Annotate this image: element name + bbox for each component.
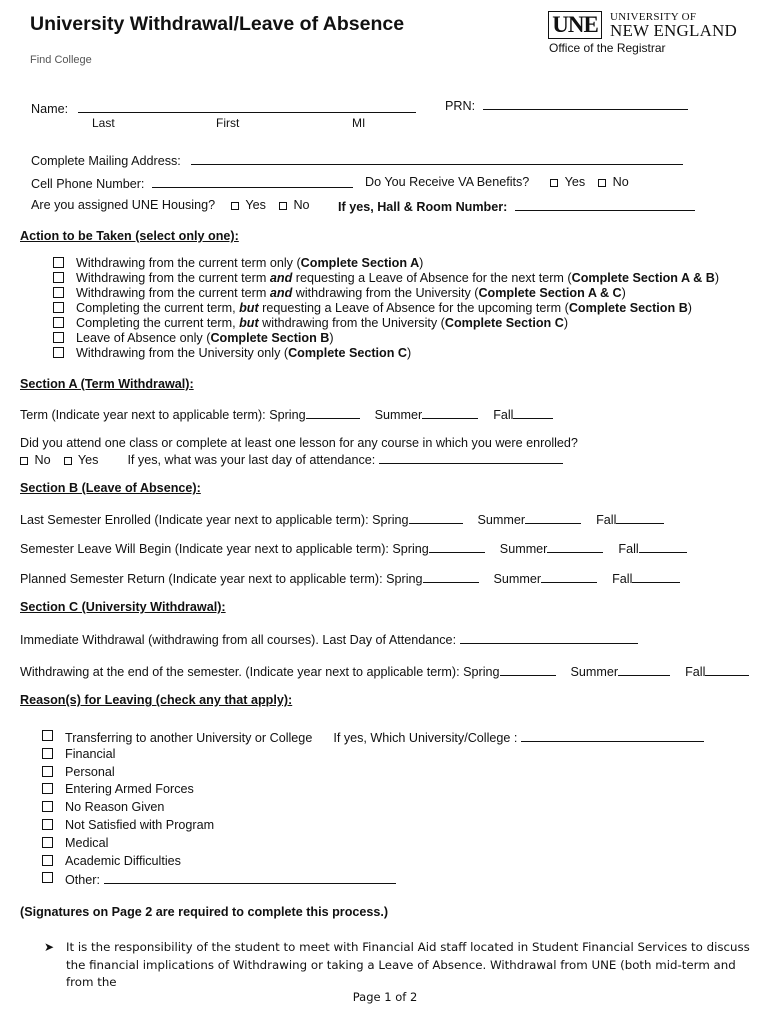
spring-field[interactable] bbox=[423, 570, 479, 583]
reason-item bbox=[42, 800, 704, 818]
reason-checkbox[interactable] bbox=[42, 783, 53, 794]
action-checkbox[interactable] bbox=[53, 347, 64, 358]
reason-label: Academic Difficulties bbox=[65, 853, 181, 868]
reason-item bbox=[42, 747, 704, 765]
attend-no-checkbox[interactable] bbox=[20, 457, 28, 465]
reason-checkbox[interactable] bbox=[42, 766, 53, 777]
attend-no-label: No bbox=[34, 453, 51, 467]
summer-label: Summer bbox=[374, 408, 423, 422]
last-day-label: If yes, what was your last day of attendance: bbox=[127, 453, 376, 467]
spring-field[interactable] bbox=[500, 663, 556, 676]
immediate-row bbox=[20, 631, 638, 647]
action-checkbox[interactable] bbox=[53, 332, 64, 343]
va-yes-label: Yes bbox=[564, 175, 586, 189]
spring-label: Spring bbox=[372, 513, 409, 527]
fall-label: Fall bbox=[596, 513, 617, 527]
action-list bbox=[53, 256, 719, 361]
mailing-row bbox=[31, 152, 683, 168]
summer-label: Summer bbox=[477, 513, 526, 527]
name-first-label: First bbox=[216, 116, 240, 130]
reason-label: Entering Armed Forces bbox=[65, 782, 194, 797]
transfer-which-field[interactable] bbox=[521, 729, 704, 742]
section-a-heading: Section A (Term Withdrawal): bbox=[20, 377, 194, 391]
reasons-heading: Reason(s) for Leaving (check any that apply): bbox=[20, 693, 293, 707]
reason-item bbox=[42, 765, 704, 783]
term-label: Term (Indicate year next to applicable term): bbox=[20, 408, 266, 422]
return-label: Planned Semester Return (Indicate year next to applicable term): bbox=[20, 572, 383, 586]
reason-list bbox=[42, 729, 704, 889]
summer-field[interactable] bbox=[547, 540, 603, 553]
housing-yes-label: Yes bbox=[245, 198, 266, 212]
fall-field[interactable] bbox=[616, 511, 664, 524]
action-text: Completing the current term, but withdrawing from the University (Complete Section C) bbox=[76, 316, 569, 330]
housing-no-checkbox[interactable] bbox=[279, 202, 287, 210]
housing-label: Are you assigned UNE Housing? bbox=[31, 198, 216, 212]
hall-label: If yes, Hall & Room Number: bbox=[338, 200, 508, 214]
action-item bbox=[53, 286, 719, 301]
other-reason-field[interactable] bbox=[104, 871, 396, 884]
attend-yes-label: Yes bbox=[77, 453, 99, 467]
name-last-label: Last bbox=[92, 116, 115, 130]
va-no-checkbox[interactable] bbox=[598, 179, 606, 187]
summer-field[interactable] bbox=[541, 570, 597, 583]
last-day-field[interactable] bbox=[379, 451, 563, 464]
reason-item bbox=[42, 836, 704, 854]
action-text: Withdrawing from the current term and withdrawing from the University (Complete Section A & C) bbox=[76, 286, 626, 300]
reason-item bbox=[42, 782, 704, 800]
reason-checkbox[interactable] bbox=[42, 730, 53, 741]
cell-field[interactable] bbox=[152, 175, 353, 188]
action-text: Withdrawing from the University only (Complete Section C) bbox=[76, 346, 412, 360]
reason-checkbox[interactable] bbox=[42, 855, 53, 866]
action-text: Withdrawing from the current term only (Complete Section A) bbox=[76, 256, 424, 270]
action-checkbox[interactable] bbox=[53, 257, 64, 268]
logo-line-2: NEW ENGLAND bbox=[610, 21, 738, 40]
action-item bbox=[53, 331, 719, 346]
name-label: Name: bbox=[31, 102, 69, 116]
fall-label: Fall bbox=[685, 665, 706, 679]
planned-return-row bbox=[20, 570, 680, 586]
spring-field[interactable] bbox=[429, 540, 485, 553]
mailing-label: Complete Mailing Address: bbox=[31, 154, 181, 168]
fall-label: Fall bbox=[618, 542, 639, 556]
logo-mark: UNE bbox=[548, 11, 602, 39]
reason-item bbox=[42, 729, 704, 747]
action-heading: Action to be Taken (select only one): bbox=[20, 229, 239, 243]
logo-line-1: UNIVERSITY OF bbox=[610, 11, 697, 23]
signature-note: (Signatures on Page 2 are required to complete this process.) bbox=[20, 905, 389, 919]
summer-label: Summer bbox=[570, 665, 619, 679]
office-of-registrar: Office of the Registrar bbox=[549, 41, 666, 55]
fall-field[interactable] bbox=[632, 570, 680, 583]
fall-label: Fall bbox=[493, 408, 514, 422]
spring-field[interactable] bbox=[306, 406, 360, 419]
prn-label: PRN: bbox=[445, 99, 476, 113]
reason-item bbox=[42, 854, 704, 872]
action-checkbox[interactable] bbox=[53, 272, 64, 283]
hall-field[interactable] bbox=[515, 198, 695, 211]
va-label: Do You Receive VA Benefits? bbox=[365, 175, 530, 189]
action-item bbox=[53, 346, 719, 361]
reason-label: No Reason Given bbox=[65, 800, 165, 815]
end-semester-label: Withdrawing at the end of the semester. (Indicate year next to applicable term): bbox=[20, 665, 460, 679]
summer-label: Summer bbox=[493, 572, 542, 586]
action-checkbox[interactable] bbox=[53, 287, 64, 298]
reason-checkbox[interactable] bbox=[42, 819, 53, 830]
spring-label: Spring bbox=[463, 665, 500, 679]
financial-aid-paragraph: It is the responsibility of the student to meet with Financial Aid staff located in Student Financial Services to discuss the financial implications of Withdrawing or taking a Leave of Absence. Withdrawal from UNE (both mid-term and from the bbox=[66, 940, 750, 989]
reason-label: Other: bbox=[65, 873, 100, 888]
transfer-which-label: If yes, Which University/College : bbox=[333, 731, 518, 745]
name-row bbox=[31, 100, 416, 116]
housing-row bbox=[31, 198, 310, 212]
summer-field[interactable] bbox=[422, 406, 478, 419]
last-attendance-field[interactable] bbox=[460, 631, 638, 644]
page-number: Page 1 of 2 bbox=[352, 990, 418, 1004]
reason-label: Not Satisfied with Program bbox=[65, 817, 215, 832]
reason-label: Transferring to another University or College bbox=[65, 731, 313, 745]
reason-label: Personal bbox=[65, 764, 115, 779]
va-row bbox=[365, 175, 629, 189]
last-enrolled-label: Last Semester Enrolled (Indicate year next to applicable term): bbox=[20, 513, 369, 527]
page-title: University Withdrawal/Leave of Absence bbox=[30, 13, 405, 35]
hall-row bbox=[338, 198, 695, 214]
leave-begin-row bbox=[20, 540, 687, 556]
une-logo bbox=[548, 11, 738, 41]
spring-label: Spring bbox=[386, 572, 423, 586]
reason-item bbox=[42, 871, 704, 889]
action-text: Leave of Absence only (Complete Section B) bbox=[76, 331, 334, 345]
action-item bbox=[53, 271, 719, 286]
cell-row bbox=[31, 175, 353, 191]
section-c-heading: Section C (University Withdrawal): bbox=[20, 600, 226, 614]
prn-field[interactable] bbox=[483, 97, 688, 110]
last-enrolled-row bbox=[20, 511, 664, 527]
prn-row bbox=[445, 97, 688, 113]
action-item bbox=[53, 256, 719, 271]
fall-field[interactable] bbox=[705, 663, 749, 676]
reason-checkbox[interactable] bbox=[42, 872, 53, 883]
spring-label: Spring bbox=[392, 542, 429, 556]
arrow-bullet-icon: ➤ bbox=[44, 940, 55, 954]
action-item bbox=[53, 316, 719, 331]
fall-field[interactable] bbox=[513, 406, 553, 419]
summer-label: Summer bbox=[499, 542, 548, 556]
reason-checkbox[interactable] bbox=[42, 801, 53, 812]
action-item bbox=[53, 301, 719, 316]
action-checkbox[interactable] bbox=[53, 302, 64, 313]
name-mi-label: MI bbox=[352, 116, 366, 130]
find-college-link[interactable]: Find College bbox=[30, 54, 92, 66]
reason-label: Medical bbox=[65, 835, 109, 850]
spring-field[interactable] bbox=[409, 511, 463, 524]
action-text: Completing the current term, but requesting a Leave of Absence for the upcoming term (Complete Section B) bbox=[76, 301, 692, 315]
attend-question: Did you attend one class or complete at least one lesson for any course in which you were enrolled? bbox=[20, 436, 578, 450]
housing-no-label: No bbox=[293, 198, 310, 212]
va-yes-checkbox[interactable] bbox=[550, 179, 558, 187]
reason-label: Financial bbox=[65, 746, 116, 761]
fall-field[interactable] bbox=[639, 540, 687, 553]
fall-label: Fall bbox=[612, 572, 633, 586]
immediate-label: Immediate Withdrawal (withdrawing from all courses). Last Day of Attendance: bbox=[20, 633, 457, 647]
mailing-field[interactable] bbox=[191, 152, 683, 165]
reason-checkbox[interactable] bbox=[42, 837, 53, 848]
attend-yes-checkbox[interactable] bbox=[64, 457, 72, 465]
action-text: Withdrawing from the current term and requesting a Leave of Absence for the next term (Complete Section A & B) bbox=[76, 271, 720, 285]
reason-checkbox[interactable] bbox=[42, 748, 53, 759]
section-a-term-row bbox=[20, 406, 553, 422]
attend-answer-row bbox=[20, 451, 563, 467]
name-field[interactable] bbox=[78, 100, 416, 113]
end-semester-row bbox=[20, 663, 749, 679]
spring-label: Spring bbox=[269, 408, 306, 422]
action-checkbox[interactable] bbox=[53, 317, 64, 328]
cell-label: Cell Phone Number: bbox=[31, 177, 145, 191]
section-b-heading: Section B (Leave of Absence): bbox=[20, 481, 201, 495]
housing-yes-checkbox[interactable] bbox=[231, 202, 239, 210]
summer-field[interactable] bbox=[525, 511, 581, 524]
va-no-label: No bbox=[612, 175, 629, 189]
reason-item bbox=[42, 818, 704, 836]
summer-field[interactable] bbox=[618, 663, 670, 676]
leave-begin-label: Semester Leave Will Begin (Indicate year next to applicable term): bbox=[20, 542, 389, 556]
